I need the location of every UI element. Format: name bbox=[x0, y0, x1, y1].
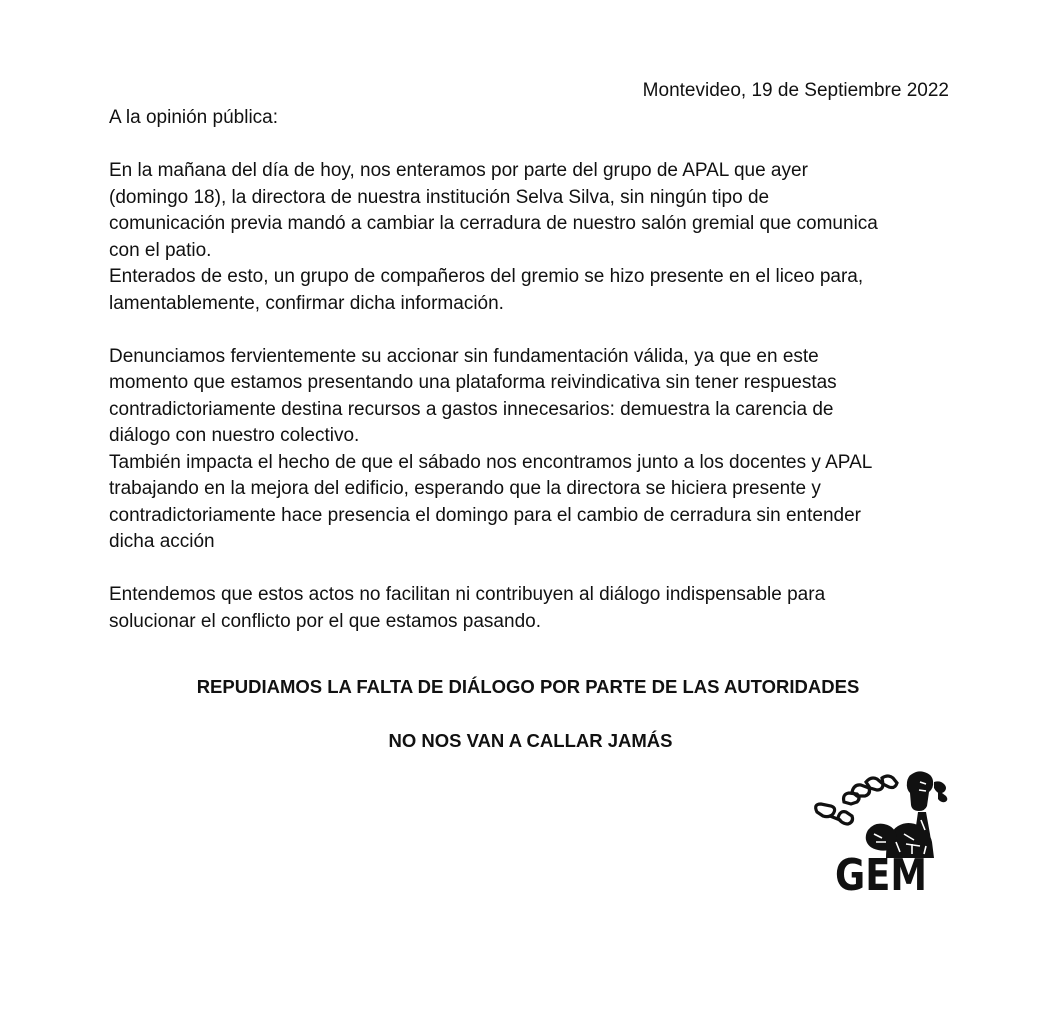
paragraph-5-line-1: Entendemos que estos actos no facilitan ni contribuyen al diálogo indispensable para bbox=[109, 584, 826, 605]
paragraph-gap bbox=[109, 132, 959, 159]
paragraph-4-line-1: También impacta el hecho de que el sábado nos encontramos junto a los docentes y APAL bbox=[109, 451, 873, 473]
broken-chain-icon bbox=[816, 776, 897, 824]
paragraph-4-line-4: dicha acción bbox=[109, 531, 215, 552]
logo-text: GEM bbox=[835, 850, 927, 896]
dateline: Montevideo, 19 de Septiembre 2022 bbox=[642, 80, 949, 101]
salutation: A la opinión pública: bbox=[109, 107, 279, 128]
paragraph-3-line-3: contradictoriamente destina recursos a gastos innecesarios: demuestra la carencia de bbox=[109, 398, 834, 420]
raised-fist-icon bbox=[866, 771, 948, 858]
headline-repudiation: REPUDIAMOS LA FALTA DE DIÁLOGO POR PARTE DE LAS AUTORIDADES bbox=[196, 676, 860, 697]
paragraph-1-line-3: comunicación previa mandó a cambiar la cerradura de nuestro salón gremial que comunica bbox=[109, 213, 878, 234]
paragraph-2-line-2: lamentablemente, confirmar dicha información. bbox=[109, 292, 504, 314]
paragraph-gap bbox=[109, 556, 959, 583]
paragraph-1-line-1: En la mañana del día de hoy, nos enteramos por parte del grupo de APAL que ayer bbox=[109, 160, 808, 181]
paragraph-5-line-2: solucionar el conflicto por el que estamos pasando. bbox=[109, 610, 541, 632]
paragraph-1-line-2: (domingo 18), la directora de nuestra institución Selva Silva, sin ningún tipo de bbox=[109, 186, 770, 208]
paragraph-gap bbox=[109, 317, 959, 344]
gem-logo bbox=[808, 768, 953, 896]
headline-slogan: NO NOS VAN A CALLAR JAMÁS bbox=[388, 730, 673, 751]
paragraph-4-line-3: contradictoriamente hace presencia el domingo para el cambio de cerradura sin entender bbox=[109, 504, 861, 526]
paragraph-2-line-1: Enterados de esto, un grupo de compañeros del gremio se hizo presente en el liceo para, bbox=[109, 266, 864, 287]
paragraph-3-line-4: diálogo con nuestro colectivo. bbox=[109, 425, 360, 446]
paragraph-4-line-2: trabajando en la mejora del edificio, esperando que la directora se hiciera presente y bbox=[109, 478, 821, 499]
paragraph-3-line-1: Denunciamos fervientemente su accionar sin fundamentación válida, ya que en este bbox=[109, 345, 819, 367]
paragraph-1-line-4: con el patio. bbox=[109, 239, 212, 261]
paragraph-3-line-2: momento que estamos presentando una plataforma reivindicativa sin tener respuestas bbox=[109, 372, 837, 393]
letter-body bbox=[109, 105, 959, 635]
